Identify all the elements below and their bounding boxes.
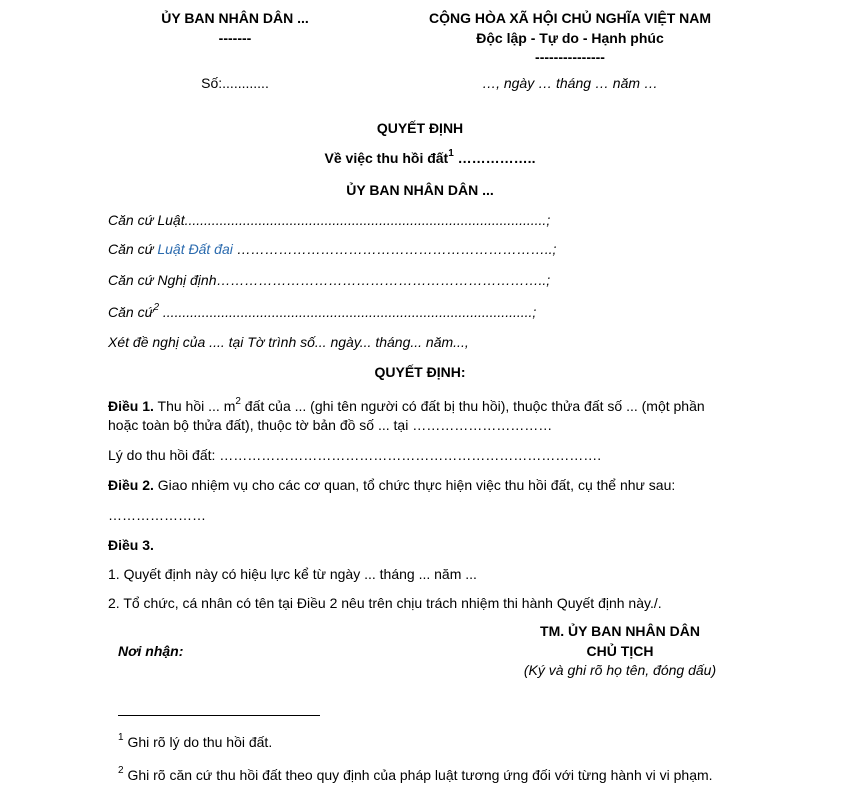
article-2-dots: ………………… <box>108 507 206 523</box>
basis-land-law-prefix: Căn cứ <box>108 241 158 257</box>
motto: Độc lập - Tự do - Hạnh phúc <box>476 30 664 46</box>
footnote-ref-2: 2 <box>153 302 160 314</box>
issuer-name: ỦY BAN NHÂN DÂN ... <box>346 182 494 198</box>
basis-decree: Căn cứ Nghị định……………………………………………………………..; <box>108 272 551 288</box>
basis-land-law <box>108 241 556 257</box>
signature-instruction: (Ký và ghi rõ họ tên, đóng dấu) <box>523 662 717 678</box>
article-1-line-2: hoặc toàn bộ thửa đất), thuộc tờ bản đồ số ... tại ………………………… <box>108 417 553 433</box>
subject-dots: …………….. <box>453 150 536 166</box>
article-1-unit-sup: 2 <box>235 396 241 408</box>
signature-position: CHỦ TỊCH <box>586 643 654 659</box>
article-1-text-a: Thu hồi ... m <box>153 398 236 414</box>
left-org-name: ỦY BAN NHÂN DÂN ... <box>161 10 309 26</box>
article-1-text-b: đất của ... (ghi tên người có đất bị thu hồi), thuộc thửa đất số ... (một phần <box>240 398 705 414</box>
document-title: QUYẾT ĐỊNH <box>376 120 464 136</box>
footnote-ref-1: 1 <box>448 148 454 160</box>
decision-heading: QUYẾT ĐỊNH: <box>374 364 466 380</box>
basis-law: Căn cứ Luật.............................................................................................; <box>108 212 551 228</box>
footnote-2-text: Ghi rõ căn cứ thu hồi đất theo quy định của pháp luật tương ứng đối với từng hành vi vi phạm. <box>123 767 713 783</box>
article-1 <box>108 398 705 414</box>
article-3-item-1: 1. Quyết định này có hiệu lực kể từ ngày ... tháng ... năm ... <box>108 566 477 582</box>
footnote-1-number: 1 <box>118 732 124 744</box>
subject-text: Về việc thu hồi đất <box>324 150 449 166</box>
article-2-text: Giao nhiệm vụ cho các cơ quan, tổ chức thực hiện việc thu hồi đất, cụ thể như sau: <box>153 477 676 493</box>
basis-other-prefix: Căn cứ <box>108 304 154 320</box>
signature-on-behalf: TM. ỦY BAN NHÂN DÂN <box>540 623 700 639</box>
article-3-label: Điều 3. <box>108 537 154 553</box>
article-2-label: Điều 2. <box>108 477 154 493</box>
basis-other-dots: ...............................................................................................; <box>159 304 537 320</box>
left-org-separator: ------- <box>218 30 252 46</box>
document-number: Số:............ <box>201 75 269 91</box>
date-line: …, ngày … tháng … năm … <box>482 75 658 91</box>
footnote-2-number: 2 <box>118 765 124 777</box>
country-name: CỘNG HÒA XÃ HỘI CHỦ NGHĨA VIỆT NAM <box>428 10 712 26</box>
article-3-item-2: 2. Tổ chức, cá nhân có tên tại Điều 2 nêu trên chịu trách nhiệm thi hành Quyết định này./. <box>108 595 662 611</box>
footnote-1 <box>118 734 272 750</box>
article-2 <box>108 477 675 493</box>
article-1-label: Điều 1. <box>108 398 154 414</box>
consideration-line: Xét đề nghị của .... tại Tờ trình số... ngày... tháng... năm..., <box>108 334 469 350</box>
footnote-separator <box>118 715 320 716</box>
motto-separator: --------------- <box>535 49 605 65</box>
document-subject <box>280 150 580 166</box>
basis-land-law-dots: …………………………………………………………..; <box>232 241 557 257</box>
footnote-1-text: Ghi rõ lý do thu hồi đất. <box>123 734 273 750</box>
reason-line: Lý do thu hồi đất: ………………………………………………………………………. <box>108 447 602 463</box>
land-law-link[interactable]: Luật Đất đai <box>157 241 233 257</box>
basis-other <box>108 304 536 320</box>
footnote-2 <box>118 767 713 783</box>
recipients-label: Nơi nhận: <box>118 643 184 659</box>
